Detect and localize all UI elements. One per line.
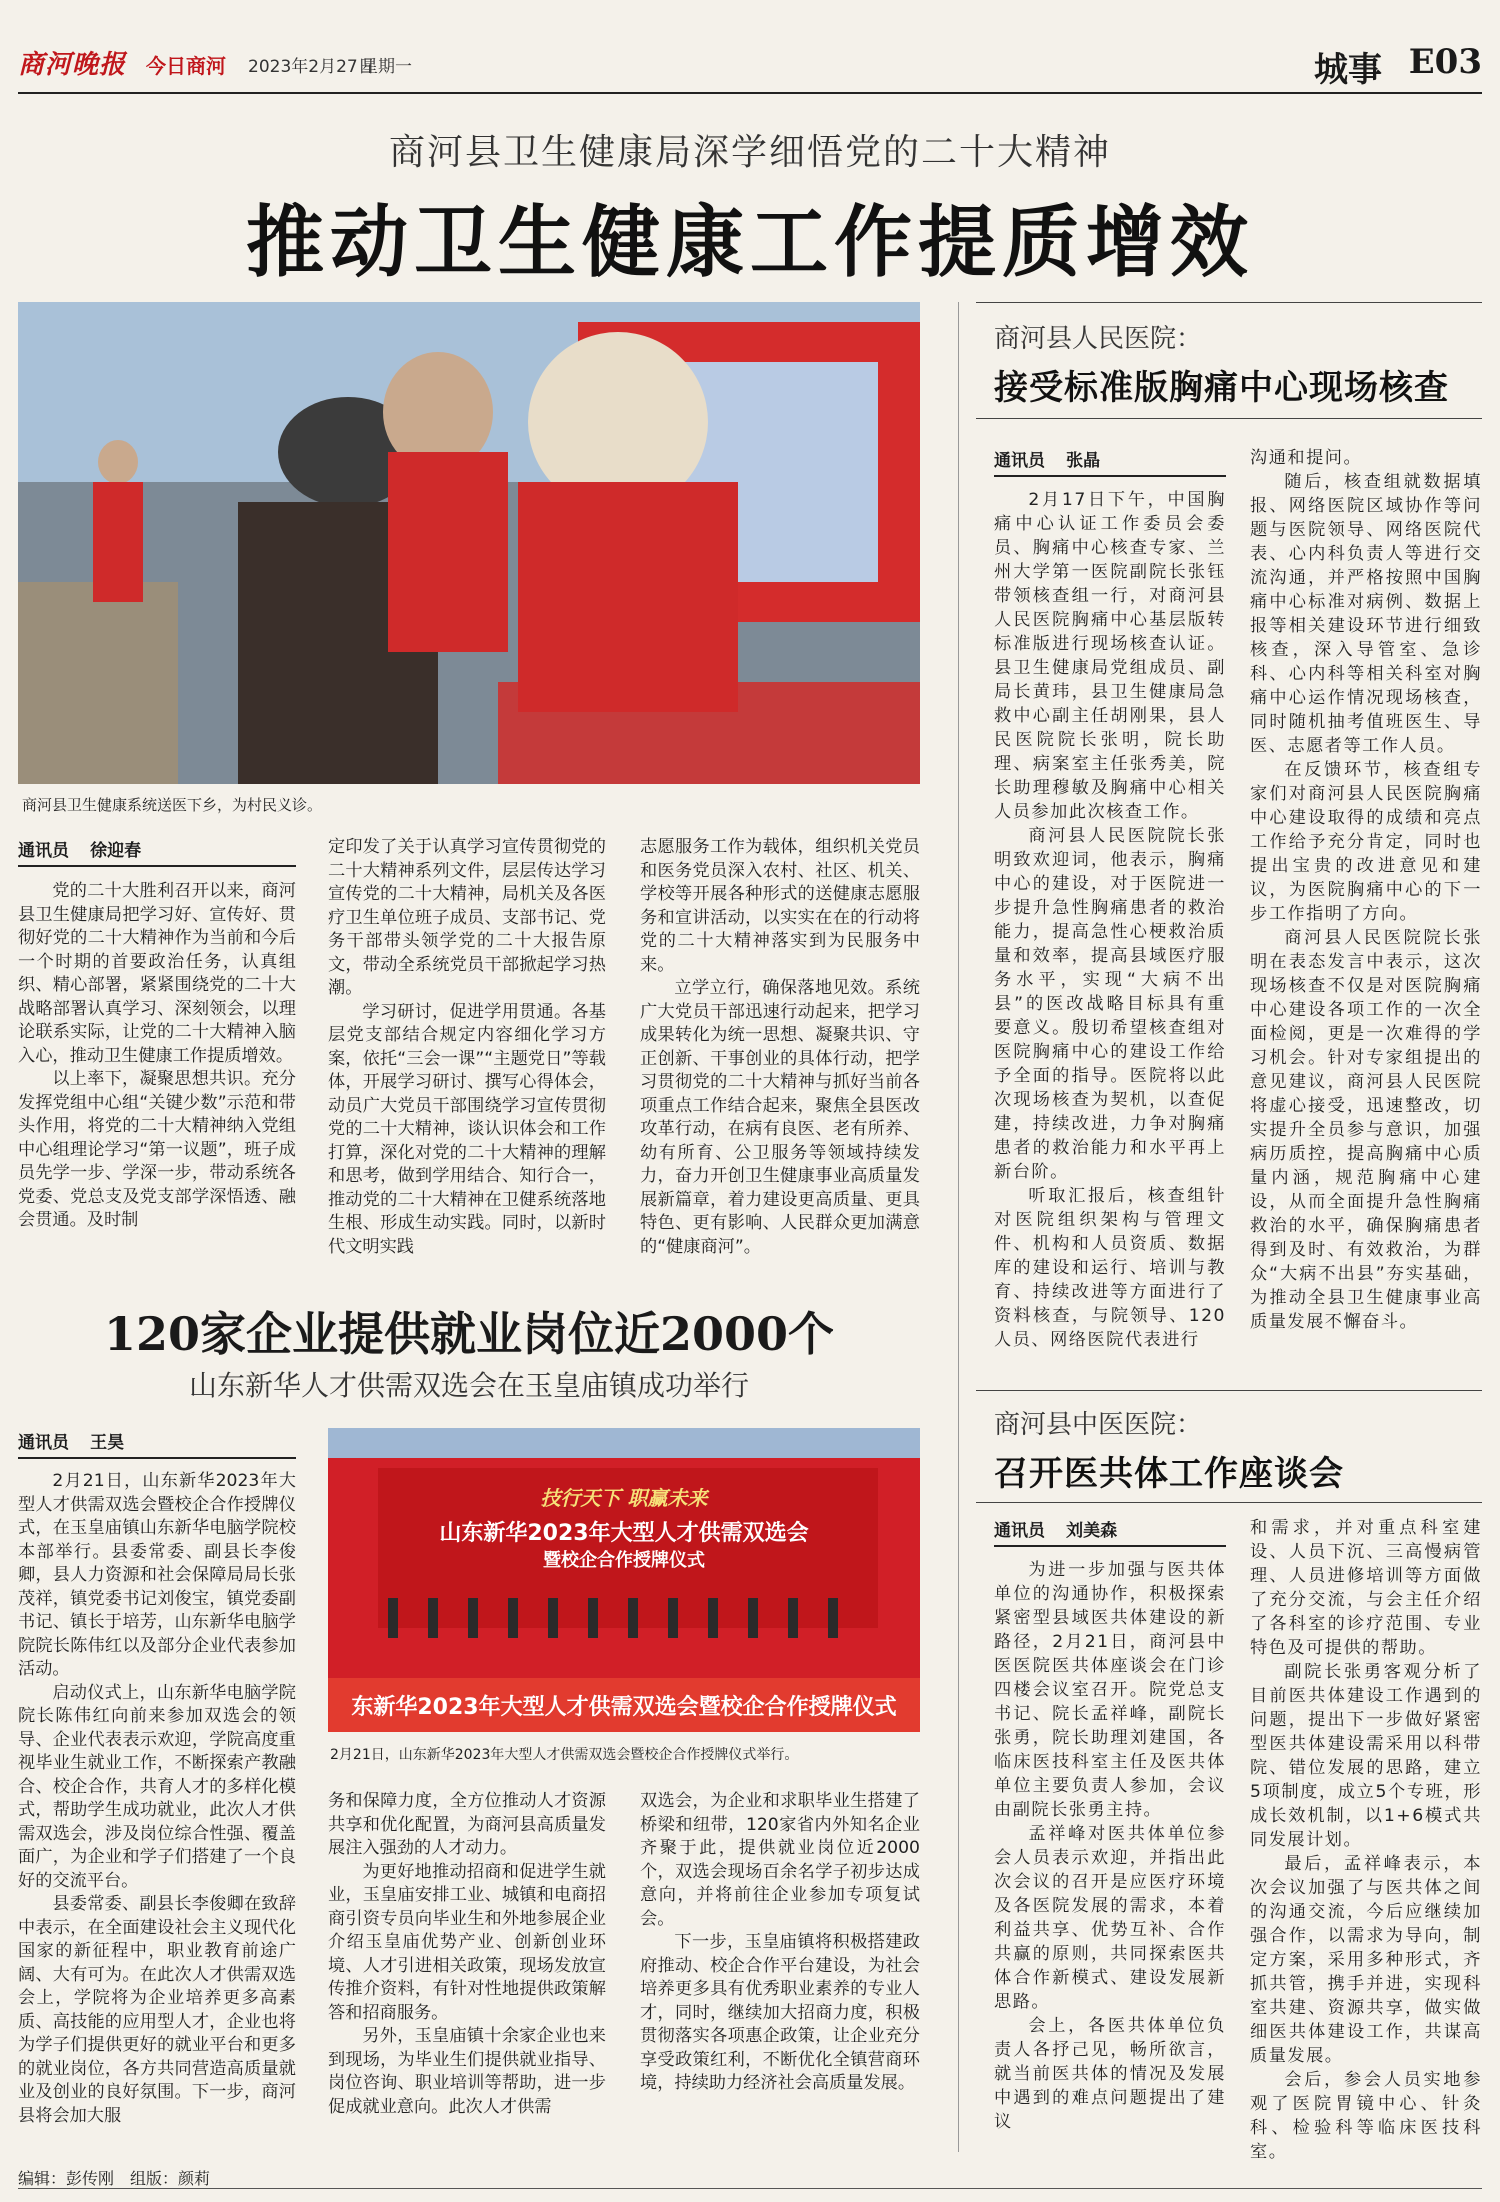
paragraph: 随后，核查组就数据填报、网络医院区域协作等问题与医院领导、网络医院代表、心内科负责人等进行交流沟通，并严格按照中国胸痛中心标准对病例、数据上报等相关建设环节进行细致核查，深入导管室、急诊科、心内科等相关科室对胸痛中心运作情况现场核查，同时随机抽考值班医生、导医、志愿者等工作人员。 — [1250, 472, 1482, 756]
hospital-column-1 — [994, 488, 1226, 1352]
issue-weekday: 星期一 — [361, 57, 412, 77]
paragraph: 会后，参会人员实地参观了医院胃镜中心、针灸科、检验科等临床医技科室。 — [1250, 2070, 1482, 2162]
paragraph: 县委常委、副县长李俊卿在致辞中表示，在全面建设社会主义现代化国家的新征程中，职业教育前途广阔、大有可为。在此次人才供需双选会上，学院将为企业培养更多高素质、高技能的应用型人才，企业也将为学子们提供更好的就业平台和更多的就业岗位，各方共同营造高质量就业及创业的良好氛围。下一步，商河县将会加大服 — [18, 1894, 296, 2126]
issue-date: 2023年2月27日 — [248, 57, 375, 77]
byline-name: 徐迎春 — [90, 841, 142, 861]
byline-label: 通讯员 — [18, 841, 69, 861]
jobs-column-1 — [18, 1470, 296, 2128]
banner-title: 山东新华2023年大型人才供需双选会 — [439, 1521, 809, 1546]
paragraph: 听取汇报后，核查组针对医院组织架构与管理文件、机构和人员资质、数据库的建设和运行、培训与教育、持续改进等方面进行了资料核查，与院领导、120人员、网络医院代表进行 — [994, 1186, 1226, 1350]
jobs-column-2 — [328, 1790, 606, 2119]
page-name: 城事 — [1314, 50, 1382, 90]
tcm-column-1 — [994, 1558, 1226, 2134]
jobs-photo — [328, 1428, 920, 1732]
tcm-column-2 — [1250, 1516, 1482, 2164]
jobs-byline — [18, 1428, 296, 1459]
tcm-headline: 召开医共体工作座谈会 — [994, 1454, 1344, 1494]
paragraph: 会上，各医共体单位负责人各抒己见，畅所欲言，就当前医共体的情况及发展中遇到的难点问题提出了建议 — [994, 2016, 1226, 2132]
tcm-kicker: 商河县中医医院： — [994, 1410, 1203, 1440]
jobs-subhead: 山东新华人才供需双选会在玉皇庙镇成功举行 — [188, 1369, 749, 1402]
paragraph: 以上率下，凝聚思想共识。充分发挥党组中心组“关键少数”示范和带头作用，将党的二十大精神纳入党组中心组理论学习“第一议题”，班子成员先学一步、学深一步，带动系统各党委、党总支及党支部学深悟透、融会贯通。及时制 — [18, 1069, 296, 1230]
section-name: 今日商河 — [146, 54, 226, 78]
byline-label: 通讯员 — [994, 451, 1045, 471]
lead-photo-caption: 商河县卫生健康系统送医下乡，为村民义诊。 — [22, 796, 323, 814]
section-rule — [976, 1390, 1482, 1391]
section-rule — [976, 1502, 1482, 1503]
lead-column-1 — [18, 880, 296, 1233]
byline-label: 通讯员 — [994, 1521, 1045, 1541]
paragraph: 学习研讨，促进学用贯通。各基层党支部结合规定内容细化学习方案，依托“三会一课”“主题党日”等载体，开展学习研讨、撰写心得体会，动员广大党员干部围绕学习宣传贯彻党的二十大精神，谈认识体会和工作打算，深化对党的二十大精神的理解和思考，做到学用结合、知行合一，推动党的二十大精神在卫健系统落地生根、形成生动实践。同时，以新时代文明实践 — [328, 1001, 606, 1257]
paragraph: 最后，孟祥峰表示，本次会议加强了与医共体之间的沟通交流，今后应继续加强合作，以需求为导向，制定方案，采用多种形式，齐抓共管，携手并进，实现科室共建、资源共享，做实做细医共体建设工作，共谋高质量发展。 — [1250, 1854, 1482, 2066]
banner-subtitle: 暨校企合作授牌仪式 — [543, 1550, 705, 1571]
paragraph: 和需求，并对重点科室建设、人员下沉、三高慢病管理、人员进修培训等方面做了充分交流，与会主任介绍了各科室的诊疗范围、专业特色及可提供的帮助。 — [1250, 1518, 1482, 1658]
hospital-byline — [994, 446, 1226, 477]
paragraph: 在反馈环节，核查组专家们对商河县人民医院胸痛中心建设取得的成绩和亮点工作给予充分肯定，同时也提出宝贵的改进意见和建议，为医院胸痛中心的下一步工作指明了方向。 — [1250, 760, 1482, 924]
section-rule — [976, 302, 1482, 303]
lead-column-2 — [328, 836, 606, 1259]
paragraph: 沟通和提问。 — [1250, 448, 1363, 468]
paragraph: 志愿服务工作为载体，组织机关党员和医务党员深入农村、社区、机关、学校等开展各种形式的送健康志愿服务和宣讲活动，以实实在在的行动将党的二十大精神落实到为民服务中来。 — [640, 837, 920, 975]
jobs-photo-caption: 2月21日，山东新华2023年大型人才供需双选会暨校企合作授牌仪式举行。 — [330, 1747, 799, 1763]
lead-byline — [18, 836, 296, 867]
paragraph: 2月21日，山东新华2023年大型人才供需双选会暨校企合作授牌仪式，在玉皇庙镇山东新华电脑学院校本部举行。县委常委、副县长李俊卿，县人力资源和社会保障局局长张茂祥，镇党委书记刘俊宝，镇党委副书记、镇长于培芳，山东新华电脑学院院长陈伟红以及部分企业代表参加活动。 — [18, 1471, 296, 1679]
byline-name: 张晶 — [1066, 451, 1101, 471]
masthead-rule — [18, 92, 1482, 94]
lead-photo — [18, 302, 920, 784]
section-rule — [976, 418, 1482, 419]
paragraph: 商河县人民医院院长张明致欢迎词，他表示，胸痛中心的建设，对于医院进一步提升急性胸痛患者的救治能力，提高急性心梗救治质量和效率，提高县域医疗服务水平，实现“大病不出县”的医改战略目标具有重要意义。殷切希望核查组对医院胸痛中心的建设工作给予全面的指导。医院将以此次现场核查为契机，以查促建，持续改进，力争对胸痛患者的救治能力和水平再上新台阶。 — [994, 826, 1226, 1182]
footer-rule — [18, 2188, 1482, 2189]
paragraph: 党的二十大胜利召开以来，商河县卫生健康局把学习好、宣传好、贯彻好党的二十大精神作为当前和今后一个时期的首要政治任务，认真组织、精心部署，紧紧围绕党的二十大战略部署认真学习、深刻领会，以理论联系实际，让党的二十大精神入脑入心，推动卫生健康工作提质增效。 — [18, 881, 296, 1066]
tcm-byline — [994, 1516, 1226, 1547]
jobs-column-3 — [640, 1790, 920, 2096]
page-number: E03 — [1408, 42, 1482, 82]
byline-name: 刘美森 — [1066, 1521, 1118, 1541]
paragraph: 双选会，为企业和求职毕业生搭建了桥梁和纽带，120家省内外知名企业齐聚于此，提供就业岗位近2000个，双选会现场百余名学子初步达成意向，并将前往企业参加专项复试会。 — [640, 1791, 920, 1929]
paragraph: 定印发了关于认真学习宣传贯彻党的二十大精神系列文件，层层传达学习宣传党的二十大精神，局机关及各医疗卫生单位班子成员、支部书记、党务干部带头领学党的二十大报告原文，带动全系统党员干部掀起学习热潮。 — [328, 837, 606, 998]
footer-editor: 编辑：彭传刚 组版：颜莉 — [18, 2169, 211, 2188]
jobs-headline: 120家企业提供就业岗位近2000个 — [103, 1307, 835, 1361]
lead-subhead: 商河县卫生健康局深学细悟党的二十大精神 — [388, 132, 1111, 173]
paragraph: 为进一步加强与医共体单位的沟通协作，积极探索紧密型县域医共体建设的新路径，2月21日，商河县中医医院医共体座谈会在门诊四楼会议室召开。院党总支书记、院长孟祥峰，副院长张勇，院长助理刘建国，各临床医技科室主任及医共体单位主要负责人参加，会议由副院长张勇主持。 — [994, 1560, 1226, 1820]
hospital-headline: 接受标准版胸痛中心现场核查 — [994, 368, 1449, 408]
lead-column-3 — [640, 836, 920, 1259]
paragraph: 立学立行，确保落地见效。系统广大党员干部迅速行动起来，把学习成果转化为统一思想、凝聚共识、守正创新、干事创业的具体行动，把学习贯彻党的二十大精神与抓好当前各项重点工作结合起来，聚焦全县医改攻革行动，在病有良医、老有所养、幼有所育、公卫服务等领域持续发力，奋力开创卫生健康事业高质量发展新篇章，着力建设更高质量、更具特色、更有影响、人民群众更加满意的“健康商河”。 — [640, 978, 920, 1257]
paragraph: 为更好地推动招商和促进学生就业，玉皇庙安排工业、城镇和电商招商引资专员向毕业生和外地参展企业介绍玉皇庙优势产业、创新创业环境、人才引进相关政策，现场发放宣传推介资料，有针对性地提供政策解答和招商服务。 — [328, 1861, 606, 2023]
banner-bottom-text: 东新华2023年大型人才供需双选会暨校企合作授牌仪式 — [351, 1695, 897, 1720]
hospital-kicker: 商河县人民医院： — [994, 324, 1203, 354]
paragraph: 副院长张勇客观分析了目前医共体建设工作遇到的问题，提出下一步做好紧密型医共体建设需采用以科带院、错位发展的思路，建立5项制度，成立5个专班，形成长效机制，以1+6模式共同发展计划。 — [1250, 1662, 1482, 1850]
paragraph: 商河县人民医院院长张明在表态发言中表示，这次现场核查不仅是对医院胸痛中心建设各项工作的一次全面检阅，更是一次难得的学习机会。针对专家组提出的意见建议，商河县人民医院将虚心接受，迅速整改，切实提升全员参与意识，加强病历质控，提高胸痛中心质量内涵，规范胸痛中心建设，从而全面提升急性胸痛救治的水平，确保胸痛患者得到及时、有效救治，为群众“大病不出县”夯实基础，为推动全县卫生健康事业高质量发展不懈奋斗。 — [1250, 928, 1482, 1332]
paragraph: 2月17日下午，中国胸痛中心认证工作委员会委员、胸痛中心核查专家、兰州大学第一医院副院长张钰带领核查组一行，对商河县人民医院胸痛中心基层版转标准版进行现场核查认证。县卫生健康局党组成员、副局长黄玮，县卫生健康局急救中心副主任胡刚果，县人民医院院长张明，院长助理、病案室主任张秀美，院长助理穆敏及胸痛中心相关人员参加此次核查工作。 — [994, 490, 1226, 822]
paragraph: 另外，玉皇庙镇十余家企业也来到现场，为毕业生们提供就业指导、岗位咨询、职业培训等帮助，进一步促成就业意向。此次人才供需 — [328, 2026, 606, 2117]
newspaper-logo: 商河晚报 — [18, 50, 127, 80]
paragraph: 启动仪式上，山东新华电脑学院院长陈伟红向前来参加双选会的领导、企业代表表示欢迎，学院高度重视毕业生就业工作，不断探索产教融合、校企合作，共育人才的多样化模式，帮助学生成功就业，此次人才供需双选会，涉及岗位综合性强、覆盖面广，为企业和学子们搭建了一个良好的交流平台。 — [18, 1682, 296, 1891]
byline-name: 王昊 — [90, 1433, 125, 1453]
banner-slogan: 技行天下 职赢未来 — [540, 1486, 708, 1510]
paragraph: 下一步，玉皇庙镇将积极搭建政府推动、校企合作平台建设，为社会培养更多具有优秀职业素养的专业人才，同时，继续加大招商力度，积极贯彻落实各项惠企政策，让企业充分享受政策红利，不断优化全镇营商环境，持续助力经济社会高质量发展。 — [640, 1932, 920, 2093]
paragraph: 孟祥峰对医共体单位参会人员表示欢迎，并指出此次会议的召开是应医疗环境及各医院发展的需求，本着利益共享、优势互补、合作共赢的原则，共同探索医共体合作新模式、建设发展新思路。 — [994, 1824, 1226, 2012]
byline-label: 通讯员 — [18, 1433, 69, 1453]
column-divider — [958, 302, 959, 2152]
lead-headline: 推动卫生健康工作提质增效 — [245, 197, 1254, 288]
hospital-column-2 — [1250, 446, 1482, 1334]
masthead — [18, 42, 1482, 88]
paragraph: 务和保障力度，全方位推动人才资源共享和优化配置，为商河县高质量发展注入强劲的人才动力。 — [328, 1791, 606, 1858]
